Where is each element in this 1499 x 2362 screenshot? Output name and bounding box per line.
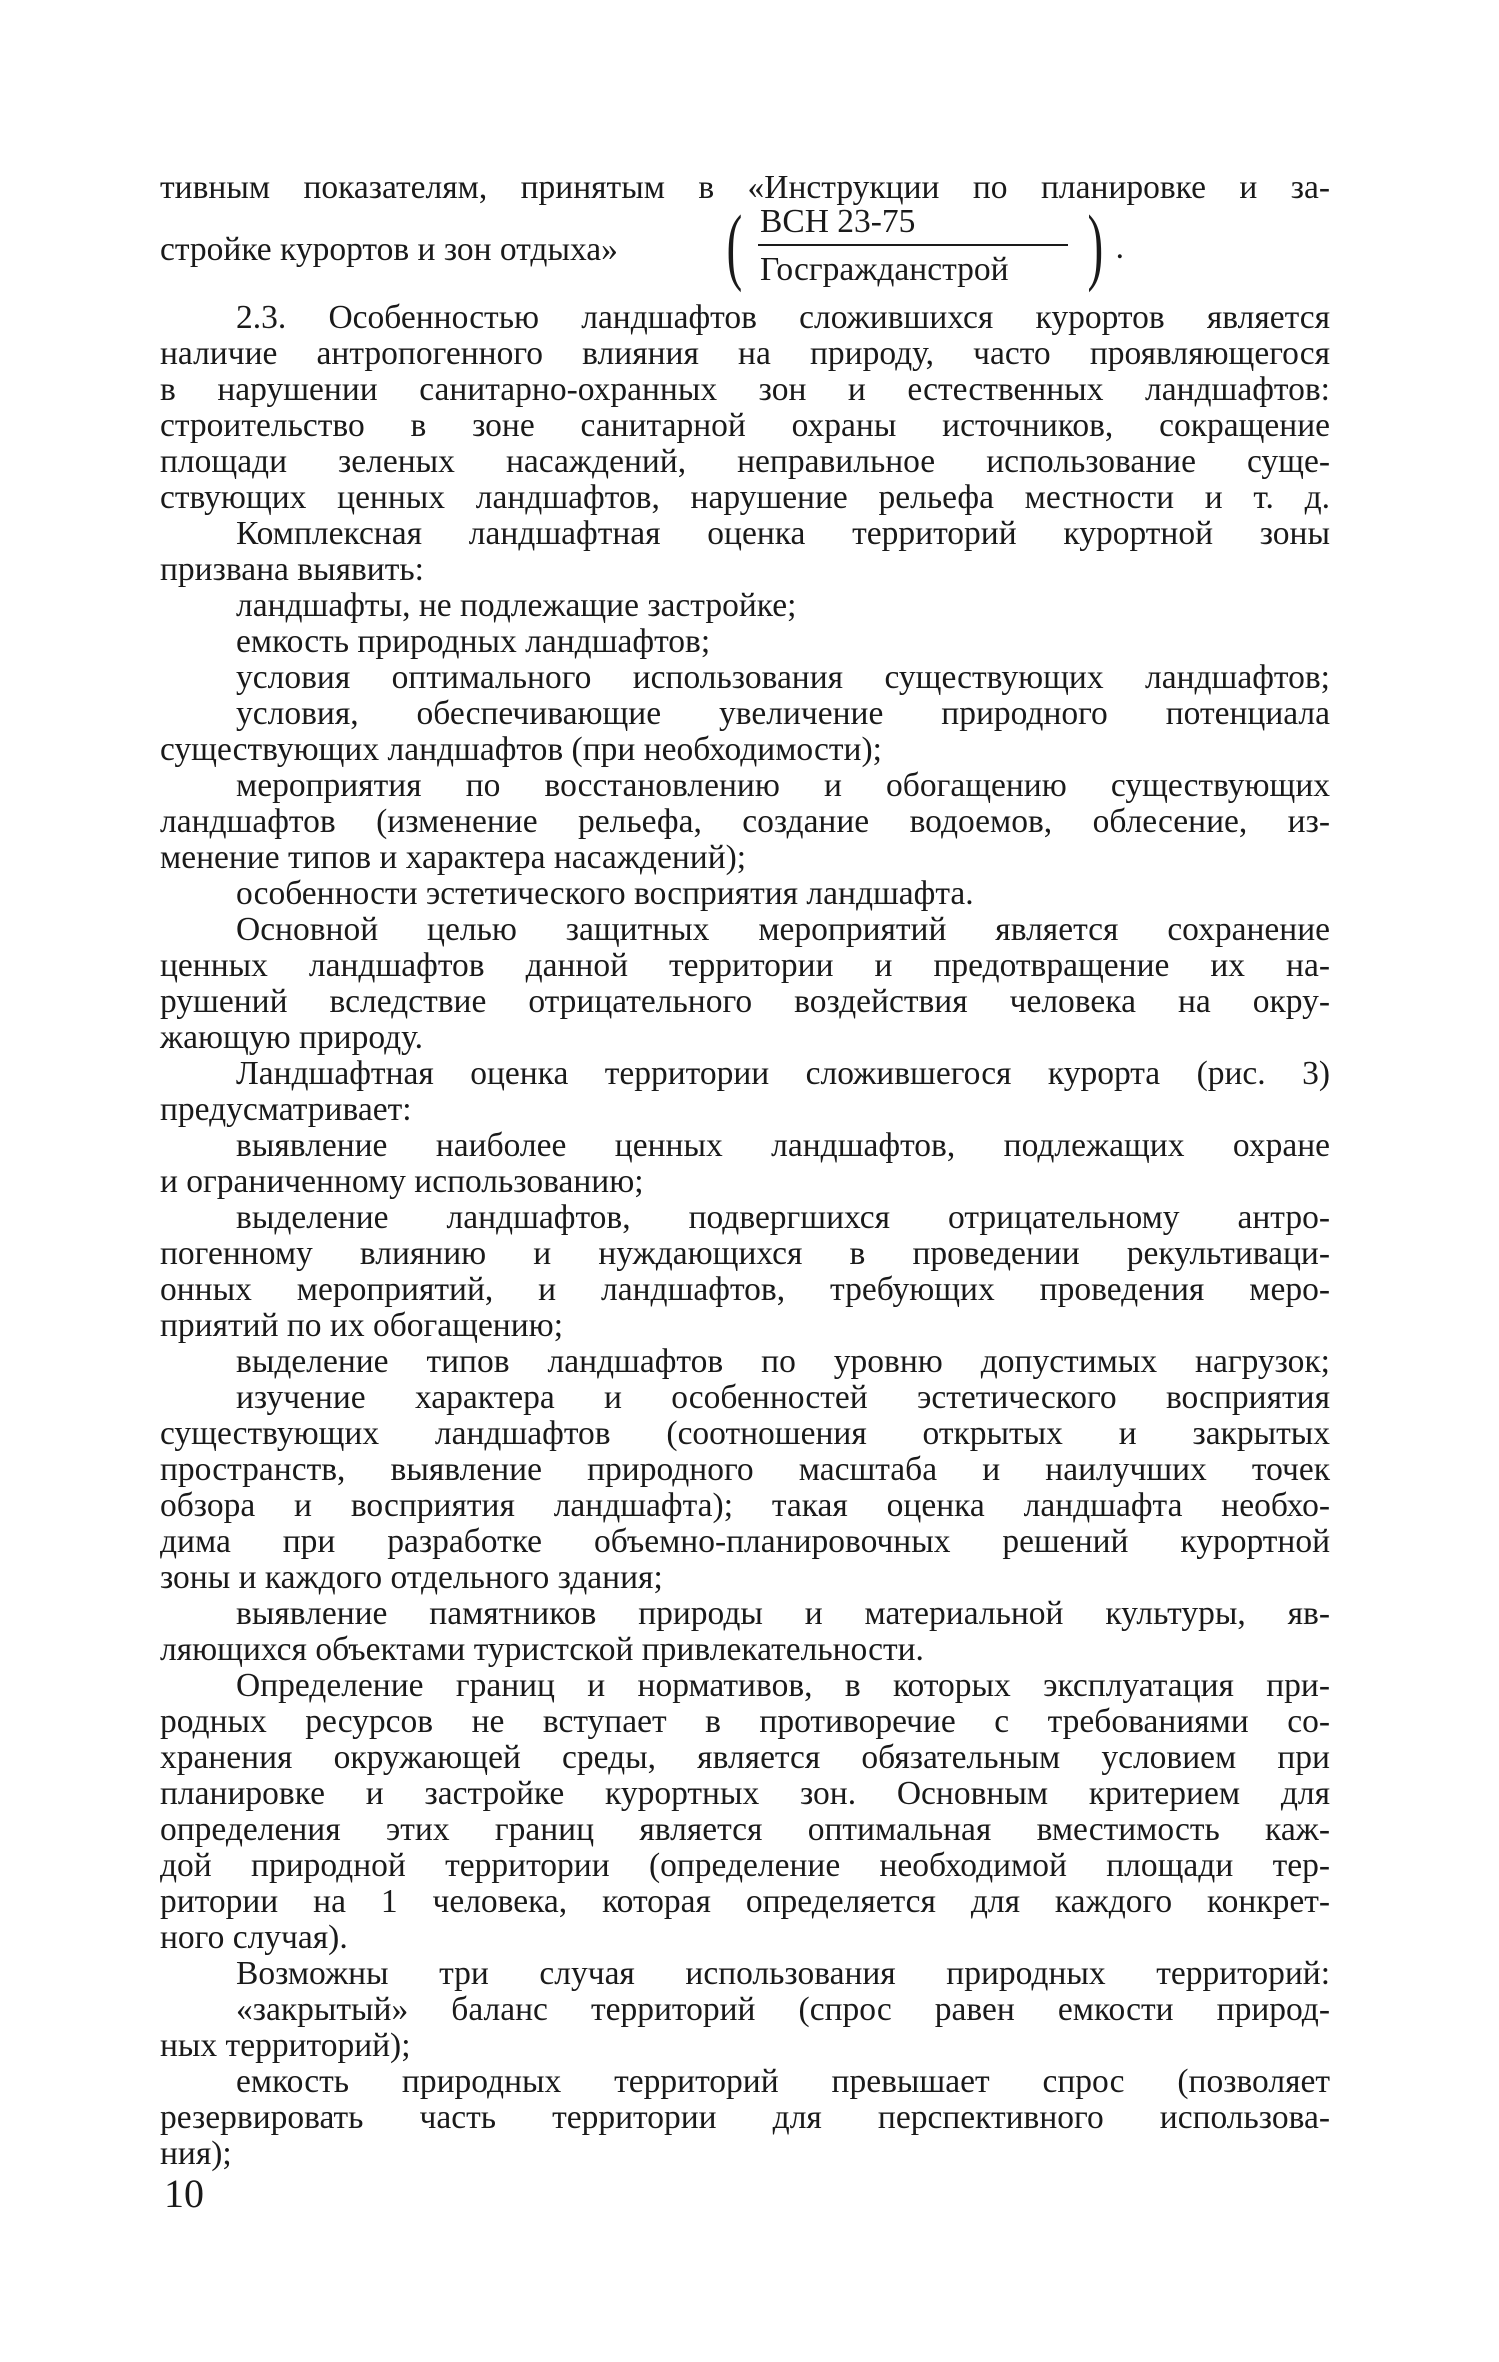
- formula-line: [160, 197, 1330, 300]
- text-line: и ограниченному использованию;: [160, 1163, 644, 1200]
- text-line: обзора и восприятия ландшафта); такая оценка ландшафта необхо-: [160, 1487, 1330, 1524]
- fraction-end-punctuation: .: [1115, 229, 1124, 266]
- text-line: условия оптимального использования существующих ландшафтов;: [236, 659, 1330, 696]
- text-line: ритории на 1 человека, которая определяется для каждого конкрет-: [160, 1883, 1330, 1920]
- left-parenthesis: (: [726, 197, 743, 293]
- text-line: Ландшафтная оценка территории сложившегося курорта (рис. 3): [236, 1055, 1330, 1092]
- text-line: ландшафтов (изменение рельефа, создание водоемов, облесение, из-: [160, 803, 1330, 840]
- text-line: существующих ландшафтов (соотношения открытых и закрытых: [160, 1415, 1330, 1452]
- text-line: условия, обеспечивающие увеличение природного потенциала: [236, 695, 1330, 732]
- text-line: стройке курортов и зон отдыха»: [160, 231, 618, 268]
- text-line: рушений вследствие отрицательного воздействия человека на окру-: [160, 983, 1330, 1020]
- text-line: Определение границ и нормативов, в которых эксплуатация при-: [236, 1667, 1330, 1704]
- document-code-fraction: [720, 197, 1124, 296]
- text-line: жающую природу.: [160, 1019, 423, 1056]
- page-number: 10: [164, 2171, 204, 2216]
- fraction-numerator: ВСН 23-75: [760, 203, 916, 240]
- text-line: погенному влиянию и нуждающихся в проведении рекультиваци-: [160, 1235, 1330, 1272]
- text-line: менение типов и характера насаждений);: [160, 839, 747, 876]
- fraction-denominator: Госгражданстрой: [760, 251, 1009, 288]
- text-line: выделение ландшафтов, подвергшихся отрицательному антро-: [236, 1199, 1330, 1236]
- text-line: существующих ландшафтов (при необходимости);: [160, 731, 882, 768]
- text-line: приятий по их обогащению;: [160, 1307, 563, 1344]
- text-line: зоны и каждого отдельного здания;: [160, 1559, 663, 1596]
- text-line: выявление памятников природы и материальной культуры, яв-: [236, 1595, 1330, 1632]
- text-line: мероприятия по восстановлению и обогащению существующих: [236, 767, 1330, 804]
- text-line: строительство в зоне санитарной охраны источников, сокращение: [160, 407, 1330, 444]
- text-line: выявление наиболее ценных ландшафтов, подлежащих охране: [236, 1127, 1330, 1164]
- text-line: в нарушении санитарно-охранных зон и естественных ландшафтов:: [160, 371, 1330, 408]
- text-line: Комплексная ландшафтная оценка территорий курортной зоны: [236, 515, 1330, 552]
- text-line: ценных ландшафтов данной территории и предотвращение их на-: [160, 947, 1330, 984]
- text-line: ствующих ценных ландшафтов, нарушение рельефа местности и т. д.: [160, 479, 1330, 516]
- right-parenthesis: ): [1087, 197, 1104, 293]
- text-line: ния);: [160, 2135, 232, 2172]
- text-line: дой природной территории (определение необходимой площади тер-: [160, 1847, 1330, 1884]
- text-line: емкость природных ландшафтов;: [236, 623, 711, 660]
- text-line: «закрытый» баланс территорий (спрос равен емкости природ-: [236, 1991, 1330, 2028]
- text-line: 2.3. Особенностью ландшафтов сложившихся курортов является: [236, 299, 1330, 336]
- text-line: хранения окружающей среды, является обязательным условием при: [160, 1739, 1330, 1776]
- text-line: выделение типов ландшафтов по уровню допустимых нагрузок;: [236, 1343, 1330, 1380]
- text-line: емкость природных территорий превышает спрос (позволяет: [236, 2063, 1330, 2100]
- text-line: ляющихся объектами туристской привлекательности.: [160, 1631, 924, 1668]
- text-line: ландшафты, не подлежащие застройке;: [236, 587, 797, 624]
- text-line: ных территорий);: [160, 2027, 411, 2064]
- text-line: ного случая).: [160, 1919, 348, 1956]
- text-line: площади зеленых насаждений, неправильное использование суще-: [160, 443, 1330, 480]
- text-line: предусматривает:: [160, 1091, 412, 1128]
- text-line: особенности эстетического восприятия ландшафта.: [236, 875, 974, 912]
- text-line: определения этих границ является оптимальная вместимость каж-: [160, 1811, 1330, 1848]
- text-line: резервировать часть территории для перспективного использова-: [160, 2099, 1330, 2136]
- text-line: онных мероприятий, и ландшафтов, требующих проведения меро-: [160, 1271, 1330, 1308]
- text-line: Основной целью защитных мероприятий является сохранение: [236, 911, 1330, 948]
- text-line: изучение характера и особенностей эстетического восприятия: [236, 1379, 1330, 1416]
- text-line: Возможны три случая использования природных территорий:: [236, 1955, 1330, 1992]
- text-line: призвана выявить:: [160, 551, 424, 588]
- text-line: пространств, выявление природного масштаба и наилучших точек: [160, 1451, 1330, 1488]
- text-line: родных ресурсов не вступает в противоречие с требованиями со-: [160, 1703, 1330, 1740]
- text-line: планировке и застройке курортных зон. Основным критерием для: [160, 1775, 1330, 1812]
- text-line: наличие антропогенного влияния на природу, часто проявляющегося: [160, 335, 1330, 372]
- text-line: тивным показателям, принятым в «Инструкции по планировке и за-: [160, 169, 1330, 206]
- fraction-bar: [758, 244, 1068, 246]
- text-line: дима при разработке объемно-планировочных решений курортной: [160, 1523, 1330, 1560]
